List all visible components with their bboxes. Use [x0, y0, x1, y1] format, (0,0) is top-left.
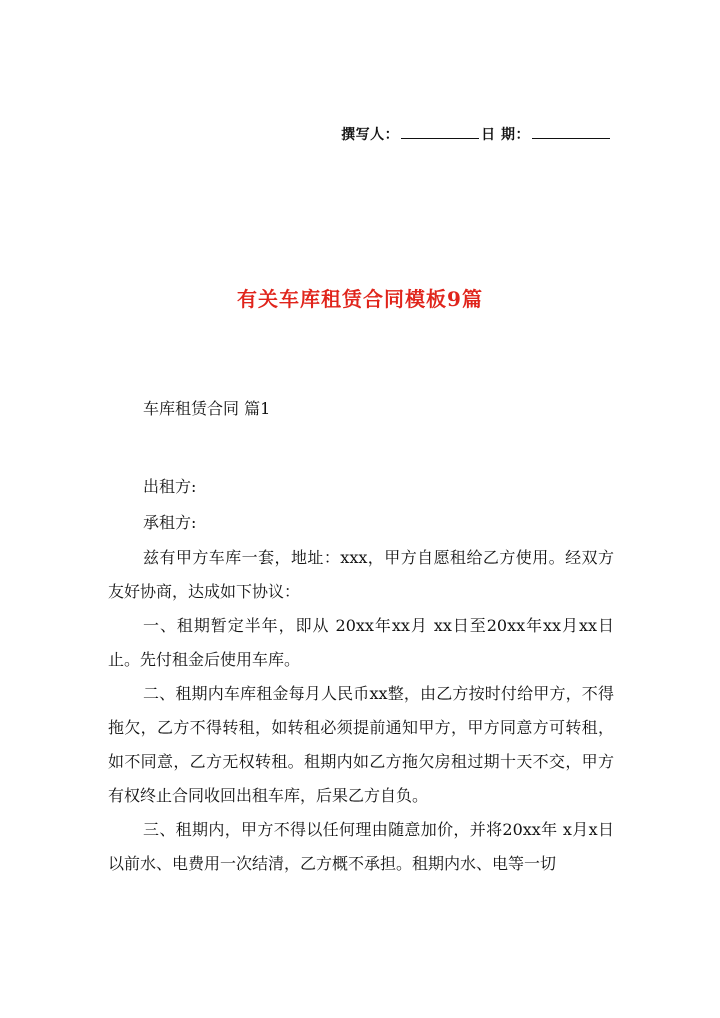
paragraph: 二、租期内车库租金每月人民币xx整，由乙方按时付给甲方，不得拖欠，乙方不得转租，如转租必须提前通知甲方，甲方同意方可转租，如不同意，乙方无权转租。租期内如乙方拖欠房租过期十天不交，甲方有权终止合同收回出租车库，后果乙方自负。 — [108, 684, 614, 805]
date-label: 日 期： — [481, 127, 530, 143]
document-title: 有关车库租赁合同模板9篇 — [237, 287, 483, 311]
section-title: 车库租赁合同 篇1 — [143, 399, 271, 418]
lessee-line — [108, 506, 614, 540]
contract-body — [108, 541, 614, 881]
paragraph: 三、租期内，甲方不得以任何理由随意加价，并将20xx年 x月x日以前水、电费用一次结清，乙方概不承担。租期内水、电等一切 — [108, 820, 614, 873]
paragraph: 出租方: — [143, 477, 197, 496]
paragraph: 一、租期暂定半年，即从 20xx年xx月 xx日至20xx年xx月xx日止。先付租金后使用车库。 — [108, 616, 614, 669]
paragraph: 兹有甲方车库一套，地址：xxx，甲方自愿租给乙方使用。经双方友好协商，达成如下协议： — [108, 548, 614, 601]
author-date-line — [341, 124, 612, 144]
author-label: 撰写人： — [341, 127, 400, 143]
lessor-line — [108, 470, 614, 504]
paragraph: 承租方: — [143, 513, 197, 532]
date-blank — [532, 125, 610, 139]
author-blank — [401, 125, 479, 139]
